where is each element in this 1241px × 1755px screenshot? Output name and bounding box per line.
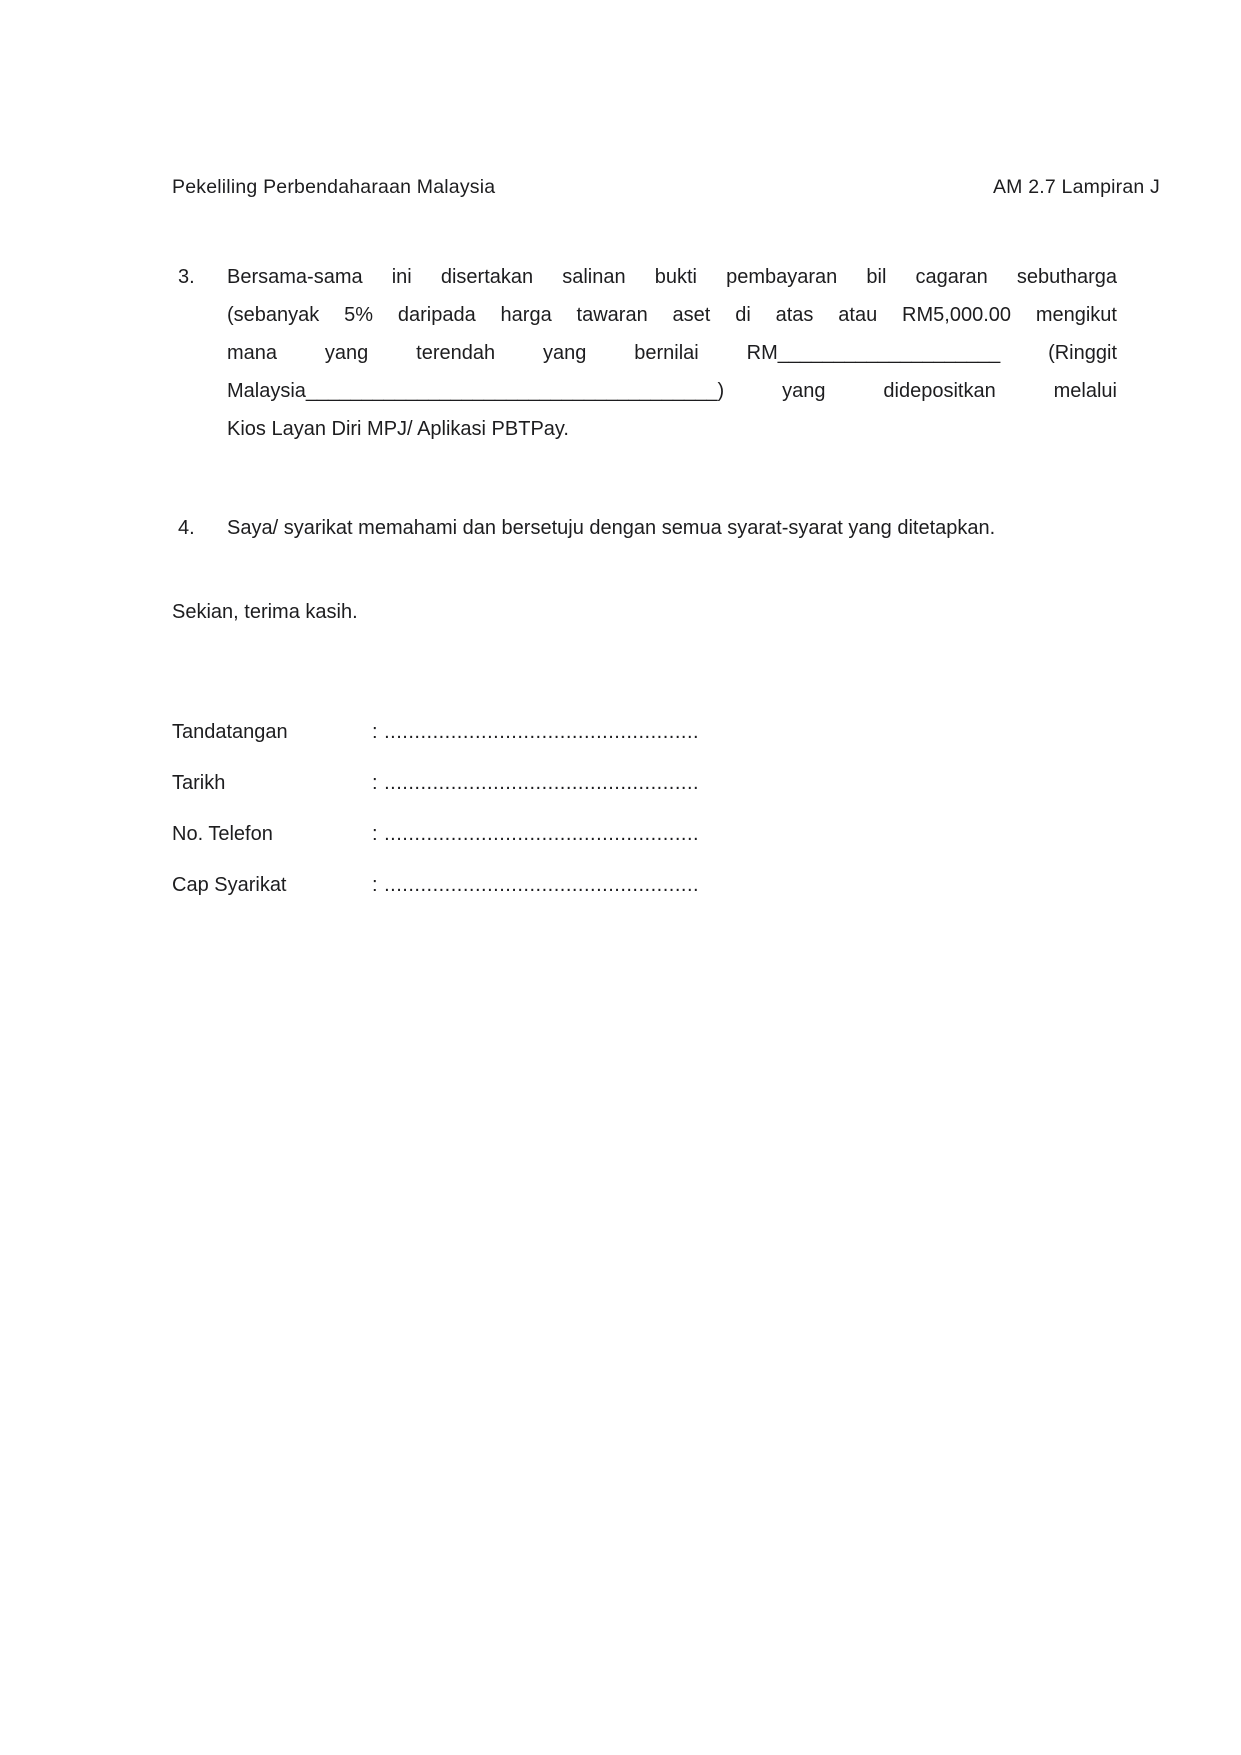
signature-label: No. Telefon [172, 823, 273, 845]
header-right-text: AM 2.7 Lampiran J [992, 176, 1160, 198]
paragraph-3-line-2: (sebanyak 5% daripada harga tawaran aset di atas atau RM5,000.00 mengikut [227, 304, 1117, 326]
signature-dotted-line: : .................................................... [372, 823, 700, 845]
paragraph-4-text: Saya/ syarikat memahami dan bersetuju dengan semua syarat-syarat yang ditetapkan. [227, 517, 996, 539]
paragraph-3-line-3: mana yang terendah yang bernilai RM____________________ (Ringgit [227, 342, 1117, 364]
signature-row-tandatangan [172, 718, 699, 746]
signature-dotted-line: : .................................................... [372, 874, 700, 896]
closing-text: Sekian, terima kasih. [172, 601, 358, 623]
signature-row-cap-syarikat [172, 871, 699, 899]
paragraph-3-line-1: Bersama-sama ini disertakan salinan bukti pembayaran bil cagaran sebutharga [227, 266, 1117, 288]
paragraph-3-line-5: Kios Layan Diri MPJ/ Aplikasi PBTPay. [227, 418, 569, 440]
header-left-text: Pekeliling Perbendaharaan Malaysia [172, 176, 496, 198]
signature-row-tarikh [172, 769, 699, 797]
signature-row-no-telefon [172, 820, 699, 848]
signature-label: Cap Syarikat [172, 874, 287, 896]
signature-label: Tarikh [172, 772, 226, 794]
paragraph-4 [172, 514, 1117, 542]
paragraph-3-line-4: Malaysia_____________________________________) yang didepositkan melalui [227, 380, 1117, 402]
paragraph-3-lines [227, 258, 1117, 448]
signature-block [172, 718, 699, 922]
paragraph-4-number: 4. [178, 517, 195, 539]
paragraph-3-number: 3. [178, 266, 195, 288]
signature-dotted-line: : .................................................... [372, 772, 700, 794]
signature-label: Tandatangan [172, 721, 288, 743]
paragraph-3 [172, 258, 1117, 448]
page-header [172, 173, 1160, 201]
signature-dotted-line: : .................................................... [372, 721, 700, 743]
